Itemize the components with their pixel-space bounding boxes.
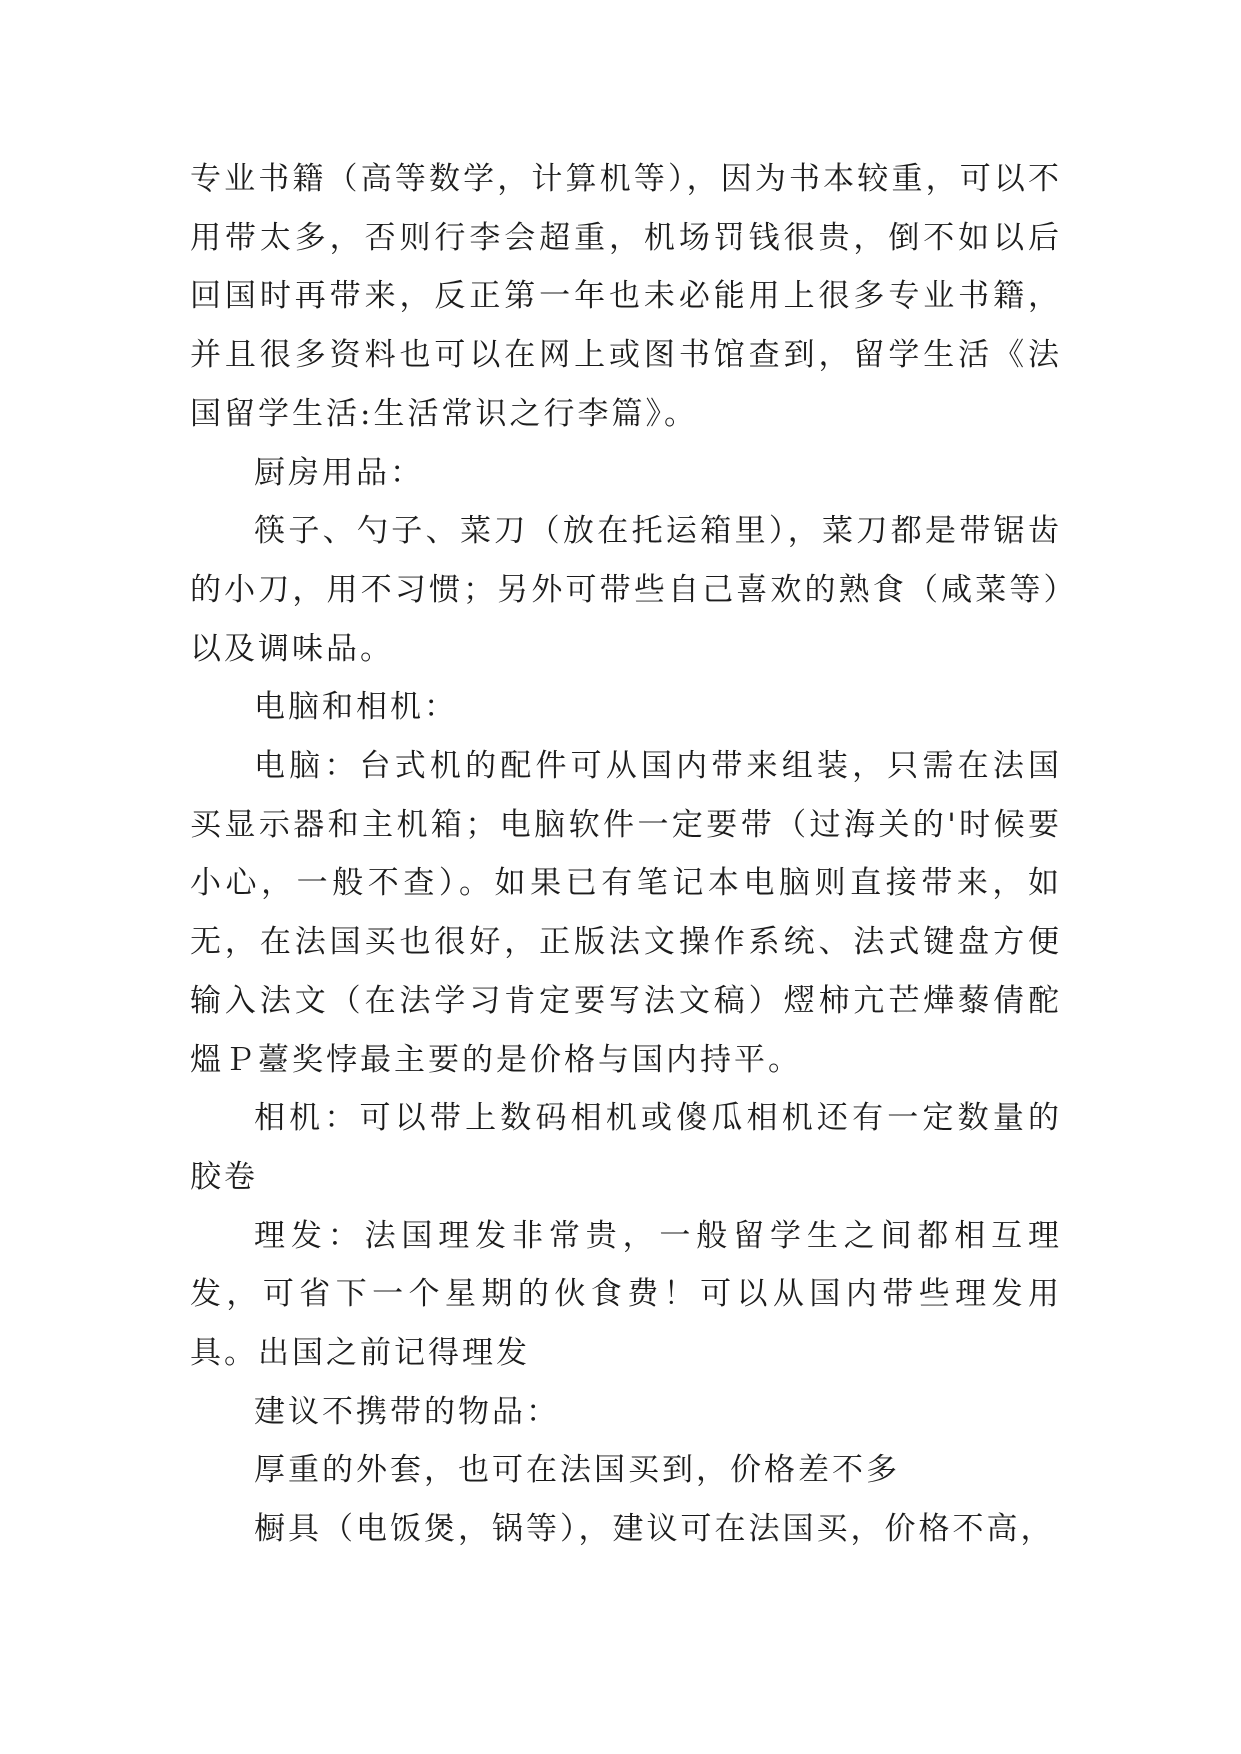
paragraph: 筷子、勺子、菜刀（放在托运箱里），菜刀都是带锯齿的小刀，用不习惯；另外可带些自己喜欢的熟食（咸菜等）以及调味品。 (190, 513, 1062, 667)
body-text (190, 150, 1062, 1559)
paragraph: 建议不携带的物品： (254, 1393, 560, 1430)
paragraph: 橱具（电饭煲，锅等），建议可在法国买，价格不高， (254, 1511, 1055, 1548)
paragraph: 理发：法国理发非常贵，一般留学生之间都相互理发，可省下一个星期的伙食费！可以从国内带些理发用具。出国之前记得理发 (190, 1217, 1062, 1372)
paragraph: 厚重的外套，也可在法国买到，价格差不多 (254, 1452, 900, 1489)
paragraph: 电脑：台式机的配件可从国内带来组装，只需在法国买显示器和主机箱；电脑软件一定要带（过海关的'时候要小心，一般不查）。如果已有笔记本电脑则直接带来，如无，在法国买也很好，正版法文操作系统、法式键盘方便输入法文（在法学习肯定要写法文稿）熤柿亢芒燁藜倩酡熅Ｐ薹奖悖最主要的是价格与国内持平。 (190, 748, 1062, 1078)
paragraph: 电脑和相机： (254, 689, 458, 726)
paragraph: 相机：可以带上数码相机或傻瓜相机还有一定数量的胶卷 (190, 1100, 1062, 1195)
paragraph: 厨房用品： (254, 454, 424, 491)
paragraph: 专业书籍（高等数学，计算机等），因为书本较重，可以不用带太多，否则行李会超重，机场罚钱很贵，倒不如以后回国时再带来，反正第一年也未必能用上很多专业书籍，并且很多资料也可以在网上或图书馆查到，留学生活《法国留学生活:生活常识之行李篇》。 (190, 161, 1062, 432)
